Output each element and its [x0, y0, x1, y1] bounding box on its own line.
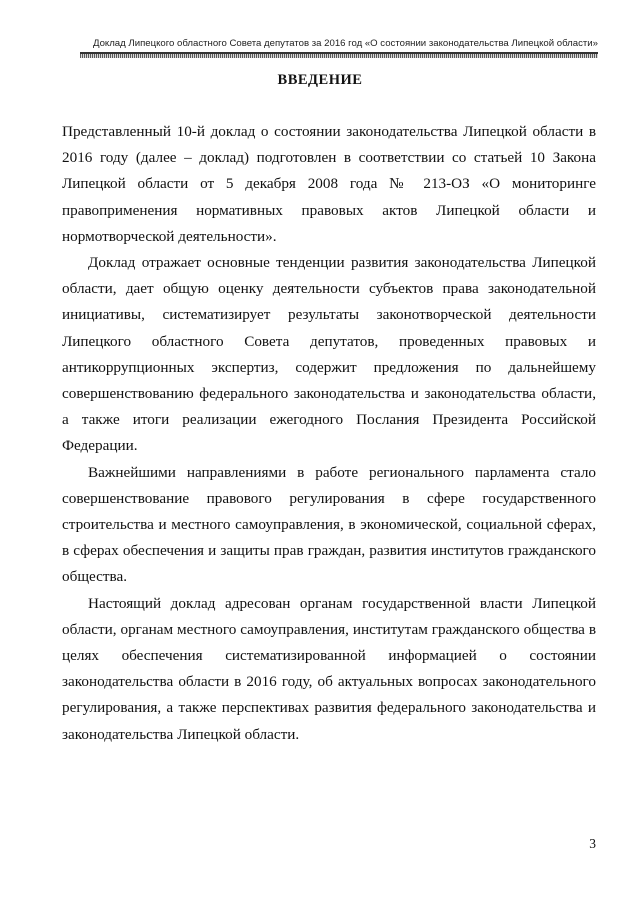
paragraph-3-text: Важнейшими направлениями в работе регионального парламента стало совершенствование правового регулирования в сфере государственного строительства и местного самоуправления, в экономической, социальной сферах, в сферах обеспечения и защиты прав граждан, развития институтов гражданского общества. [62, 463, 596, 586]
paragraph-3 [62, 460, 596, 591]
header-rule [80, 52, 598, 58]
page-number: 3 [589, 836, 596, 851]
paragraph-1 [62, 119, 596, 250]
running-header: Доклад Липецкого областного Совета депутатов за 2016 год «О состоянии законодательства Липецкой области» [92, 38, 598, 49]
paragraph-2 [62, 250, 596, 460]
section-title: ВВЕДЕНИЕ [277, 72, 363, 88]
body-text [62, 119, 596, 748]
paragraph-4 [62, 591, 596, 748]
paragraph-2-text: Доклад отражает основные тенденции развития законодательства Липецкой области, дает общую оценку деятельности субъектов права законодательной инициативы, систематизирует результаты законотворческой деятельности Липецкого областного Совета депутатов, проведенных правовых и антикоррупционных экспертиз, содержит предложения по дальнейшему совершенствованию федерального законодательства и законодательства области, а также итоги реализации ежегодного Послания Президента Российской Федерации. [62, 254, 596, 455]
paragraph-1-text: Представленный 10-й доклад о состоянии законодательства Липецкой области в 2016 году (далее – доклад) подготовлен в соответствии со статьей 10 Закона Липецкой области от 5 декабря 2008 года № 213-ОЗ «О мониторинге правоприменения нормативных правовых актов Липецкой области и нормотворческой деятельности». [62, 123, 596, 245]
paragraph-4-text: Настоящий доклад адресован органам государственной власти Липецкой области, органам местного самоуправления, институтам гражданского общества в целях обеспечения систематизированной информацией о состоянии законодательства области в 2016 году, об актуальных вопросах законодательного регулирования, а также перспективах развития федерального законодательства и законодательства Липецкой области. [62, 594, 596, 743]
